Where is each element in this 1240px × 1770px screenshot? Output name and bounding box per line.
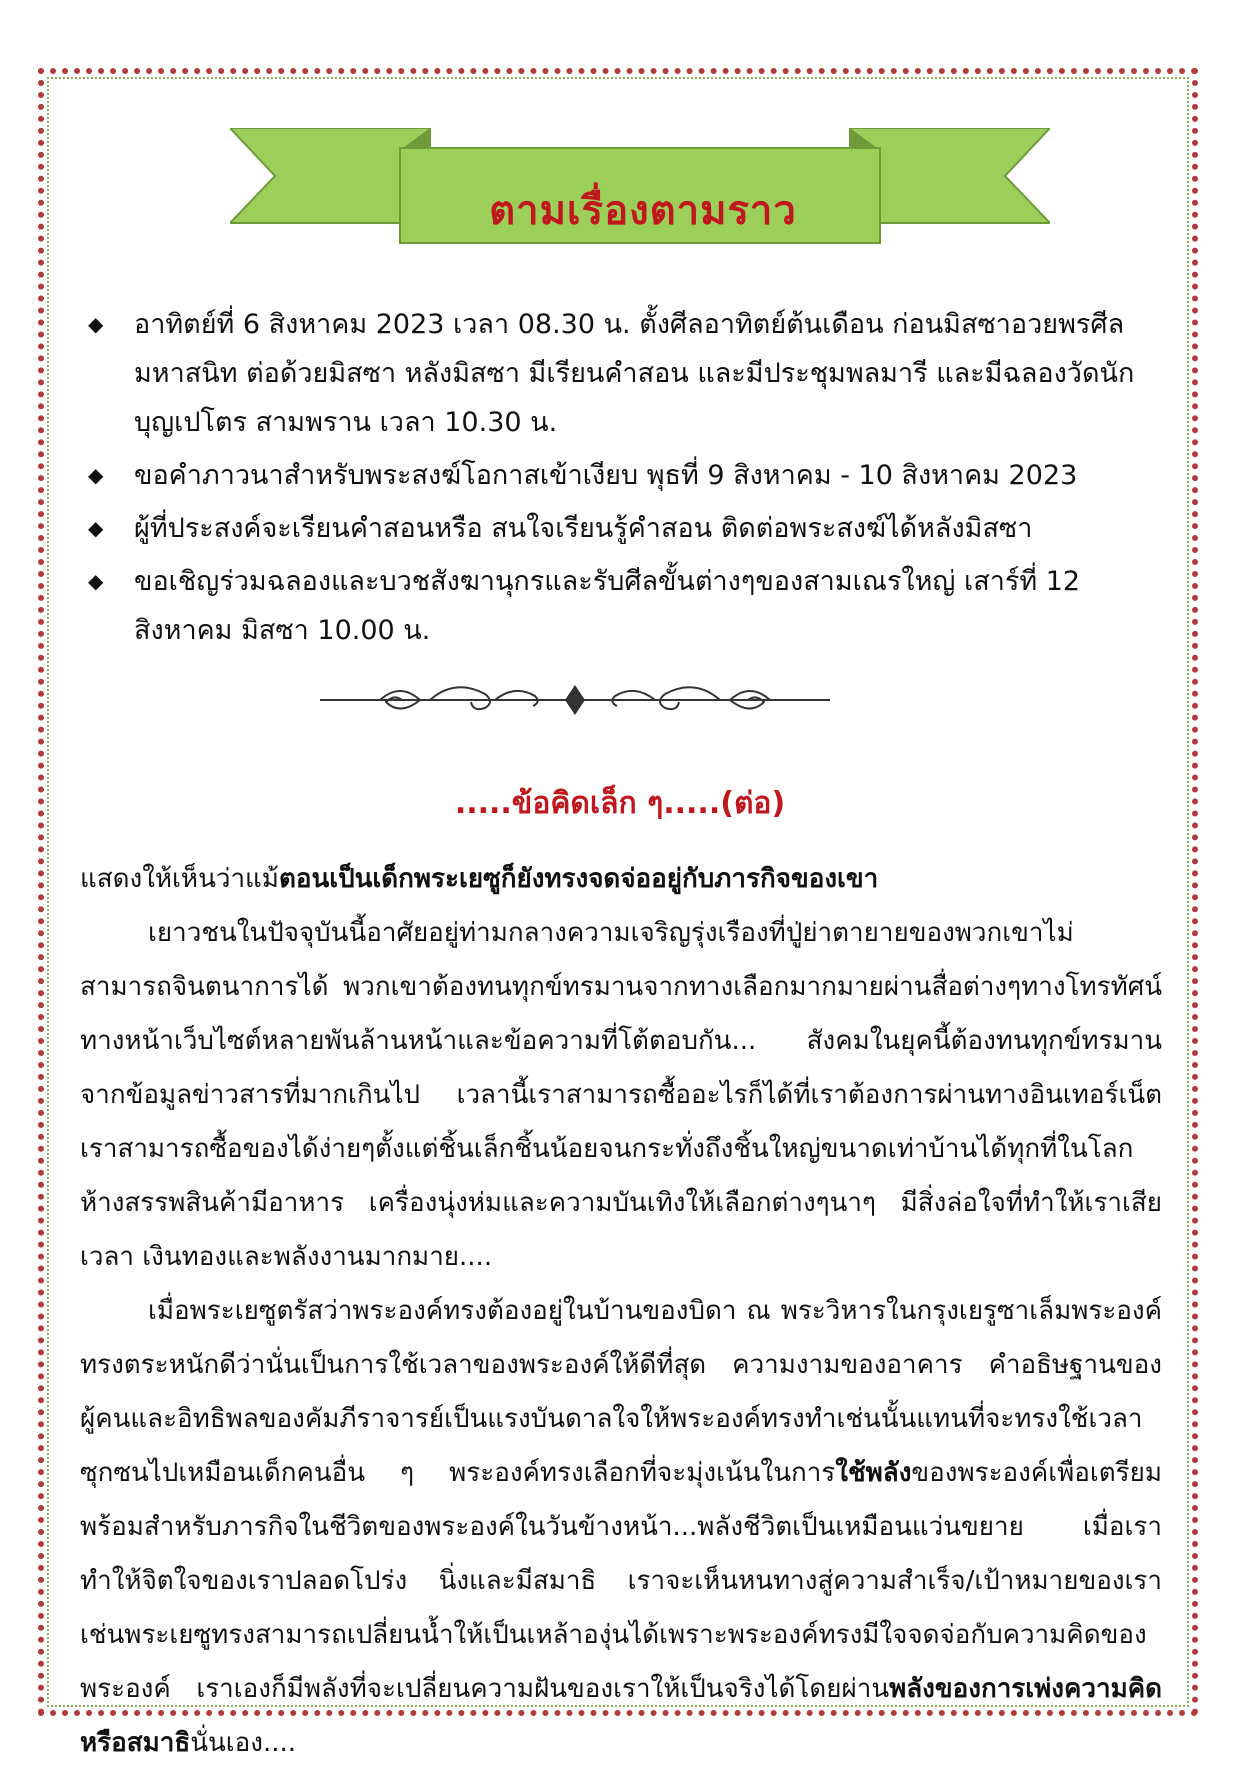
announcement-text: ผู้ที่ประสงค์จะเรียนคำสอนหรือ สนใจเรียนรู้คำสอน ติดต่อพระสงฆ์ได้หลังมิสซา xyxy=(134,513,1033,544)
diamond-bullet-icon: ◆ xyxy=(88,516,104,540)
article-lead xyxy=(80,852,1162,906)
section-title: .....ข้อคิดเล็ก ๆ.....(ต่อ) xyxy=(454,786,786,821)
lead-bold-text: ตอนเป็นเด็กพระเยซูก็ยังทรงจดจ่ออยู่กับภารกิจของเขา xyxy=(278,864,879,894)
announcement-item xyxy=(82,300,1162,447)
paragraph-2-bold-2: พลังของการเพ่งความคิดหรือสมาธิ xyxy=(80,1674,1162,1758)
announcement-item xyxy=(82,557,1162,655)
ornament-divider-icon xyxy=(320,675,830,725)
lead-plain-text: แสดงให้เห็นว่าแม้ xyxy=(80,864,279,894)
paragraph-2-part-a: เมื่อพระเยซูตรัสว่าพระองค์ทรงต้องอยู่ในบ้านของบิดา ณ พระวิหารในกรุงเยรูซาเล็มพระองค์ทรงตระหนักดีว่านั่นเป็นการใช้เวลาของพระองค์ให้ดีที่สุด ความงามของอาคาร คำอธิษฐานของผู้คนและอิทธิพลของคัมภีราจารย์เป็นแรงบันดาลใจให้พระองค์ทรงทำเช่นนั้นแทนที่จะทรงใช้เวลาซุกซนไปเหมือนเด็กคนอื่น ๆ พระองค์ทรงเลือกที่จะมุ่งเน้นในการ xyxy=(80,1296,1162,1488)
article-body xyxy=(80,852,1162,1770)
article-paragraph-1: เยาวชนในปัจจุบันนี้อาศัยอยู่ท่ามกลางความเจริญรุ่งเรืองที่ปู่ย่าตายายของพวกเขาไม่สามารถจินตนาการได้ พวกเขาต้องทนทุกข์ทรมานจากทางเลือกมากมายผ่านสื่อต่างๆทางโทรทัศน์ ทางหน้าเว็บไซต์หลายพันล้านหน้าและข้อความที่โต้ตอบกัน... สังคมในยุคนี้ต้องทนทุกข์ทรมานจากข้อมูลข่าวสารที่มากเกินไป เวลานี้เราสามารถซื้ออะไรก็ได้ที่เราต้องการผ่านทางอินเทอร์เน็ต เราสามารถซื้อของได้ง่ายๆตั้งแต่ชิ้นเล็กชิ้นน้อยจนกระทั่งถึงชิ้นใหญ่ขนาดเท่าบ้านได้ทุกที่ในโลก ห้างสรรพสินค้ามีอาหาร เครื่องนุ่งห่มและความบันเทิงให้เลือกต่างๆนาๆ มีสิ่งล่อใจที่ทำให้เราเสียเวลา เงินทองและพลังงานมากมาย.... xyxy=(80,918,1162,1272)
announcement-text: ขอคำภาวนาสำหรับพระสงฆ์โอกาสเข้าเงียบ พุธที่ 9 สิงหาคม - 10 สิงหาคม 2023 xyxy=(134,460,1078,491)
announcement-list xyxy=(82,300,1162,659)
diamond-bullet-icon: ◆ xyxy=(88,569,104,593)
article-paragraph-2 xyxy=(80,1284,1162,1770)
paragraph-2-bold-1: ใช้พลัง xyxy=(835,1458,912,1488)
diamond-bullet-icon: ◆ xyxy=(88,312,104,336)
banner-title: ตามเรื่องตามราว xyxy=(489,188,797,234)
paragraph-2-part-c: นั่นเอง.... xyxy=(190,1728,297,1758)
paragraph-2-part-b: ของพระองค์เพื่อเตรียมพร้อมสำหรับภารกิจในชีวิตของพระองค์ในวันข้างหน้า...พลังชีวิตเป็นเหมือนแว่นขยาย เมื่อเราทำให้จิตใจของเราปลอดโปร่ง นิ่งและมีสมาธิ เราจะเห็นหนทางสู่ความสำเร็จ/เป้าหมายของเรา เช่นพระเยซูทรงสามารถเปลี่ยนน้ำให้เป็นเหล้าองุ่นได้เพราะพระองค์ทรงมีใจจดจ่อกับความคิดของพระองค์ เราเองก็มีพลังที่จะเปลี่ยนความฝันของเราให้เป็นจริงได้โดยผ่าน xyxy=(80,1458,1162,1704)
announcement-item xyxy=(82,504,1162,553)
announcement-text: ขอเชิญร่วมฉลองและบวชสังฆานุกรและรับศีลขั้นต่างๆของสามเณรใหญ่ เสาร์ที่ 12 สิงหาคม มิสซา 10.00 น. xyxy=(134,566,1081,646)
announcement-item xyxy=(82,451,1162,500)
announcement-text: อาทิตย์ที่ 6 สิงหาคม 2023 เวลา 08.30 น. ตั้งศีลอาทิตย์ต้นเดือน ก่อนมิสซาอวยพรศีลมหาสนิท ต่อด้วยมิสซา หลังมิสซา มีเรียนคำสอน และมีประชุมพลมารี และมีฉลองวัดนักบุญเปโตร สามพราน เวลา 10.30 น. xyxy=(134,309,1135,438)
diamond-bullet-icon: ◆ xyxy=(88,463,104,487)
